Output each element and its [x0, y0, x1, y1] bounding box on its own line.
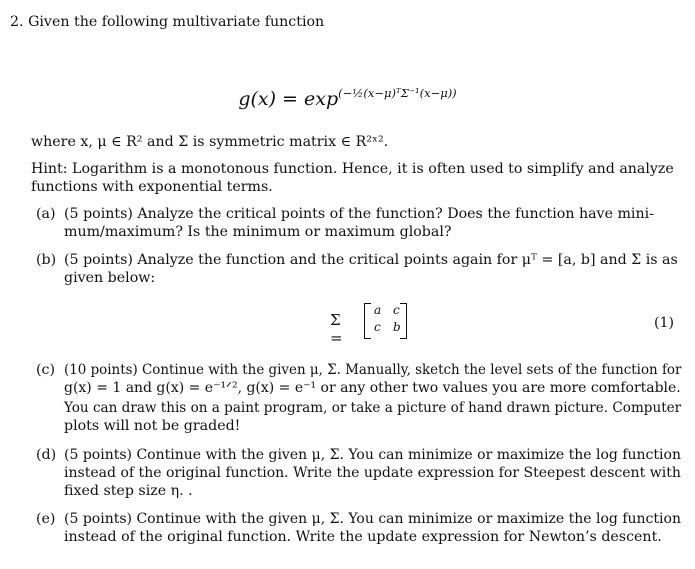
matrix-cell-a: a [374, 303, 382, 317]
part-d-line-3: fixed step size η. . [64, 483, 193, 499]
part-d-line-2: instead of the original function. Write the update expression for Steepest descent with [64, 465, 681, 481]
part-b-label: (b) [36, 252, 57, 268]
matrix-cell-c-top: c [393, 303, 400, 317]
question-header [10, 13, 324, 31]
hint-line-1: Hint: Logarithm is a monotonous function. Hence, it is often used to simplify and analyze [31, 161, 674, 177]
part-e-line-2: instead of the original function. Write the update expression for Newton’s descent. [64, 529, 662, 545]
part-c-line-4: plots will not be graded! [64, 418, 241, 434]
matrix-right-bracket [400, 303, 407, 339]
matrix-cell-b: b [393, 320, 401, 334]
part-e-line-1: (5 points) Continue with the given μ, Σ. You can minimize or maximize the log function [64, 511, 681, 527]
where-line: where x, μ ∈ R² and Σ is symmetric matrix ∈ R²ˣ². [31, 134, 389, 150]
matrix-left-bracket [364, 303, 371, 339]
matrix-cell-c-bottom: c [374, 320, 381, 334]
formula-lhs: g(x) = exp [238, 88, 339, 110]
part-b-line-2: given below: [64, 270, 156, 286]
part-e-label: (e) [36, 511, 56, 527]
question-number: 2. [10, 14, 24, 30]
part-c-label: (c) [36, 362, 56, 378]
part-a-label: (a) [36, 206, 56, 222]
hint-line-2: functions with exponential terms. [31, 179, 273, 195]
part-d-line-1: (5 points) Continue with the given μ, Σ. You can minimize or maximize the log function [64, 447, 681, 463]
part-d-label: (d) [36, 447, 57, 463]
formula-exponent: (−½(x−μ)ᵀΣ⁻¹(x−μ)) [338, 86, 457, 100]
part-c-line-3: You can draw this on a paint program, or take a picture of hand drawn picture. Computer [64, 400, 682, 416]
main-formula [0, 86, 695, 110]
equation-number: (1) [654, 315, 675, 331]
matrix-lhs: Σ = [330, 311, 343, 347]
part-b-line-1: (5 points) Analyze the function and the critical points again for μᵀ = [a, b] and Σ is as [64, 252, 678, 268]
part-a-line-2: mum/maximum? Is the minimum or maximum global? [64, 224, 452, 240]
question-intro: Given the following multivariate function [28, 14, 325, 30]
part-c-line-2: g(x) = 1 and g(x) = e⁻¹ᐟ², g(x) = e⁻¹ or any other two values you are more comfortable. [64, 380, 681, 396]
part-c-line-1: (10 points) Continue with the given μ, Σ. Manually, sketch the level sets of the function for [64, 362, 682, 378]
part-a-line-1: (5 points) Analyze the critical points of the function? Does the function have mini- [64, 206, 654, 222]
